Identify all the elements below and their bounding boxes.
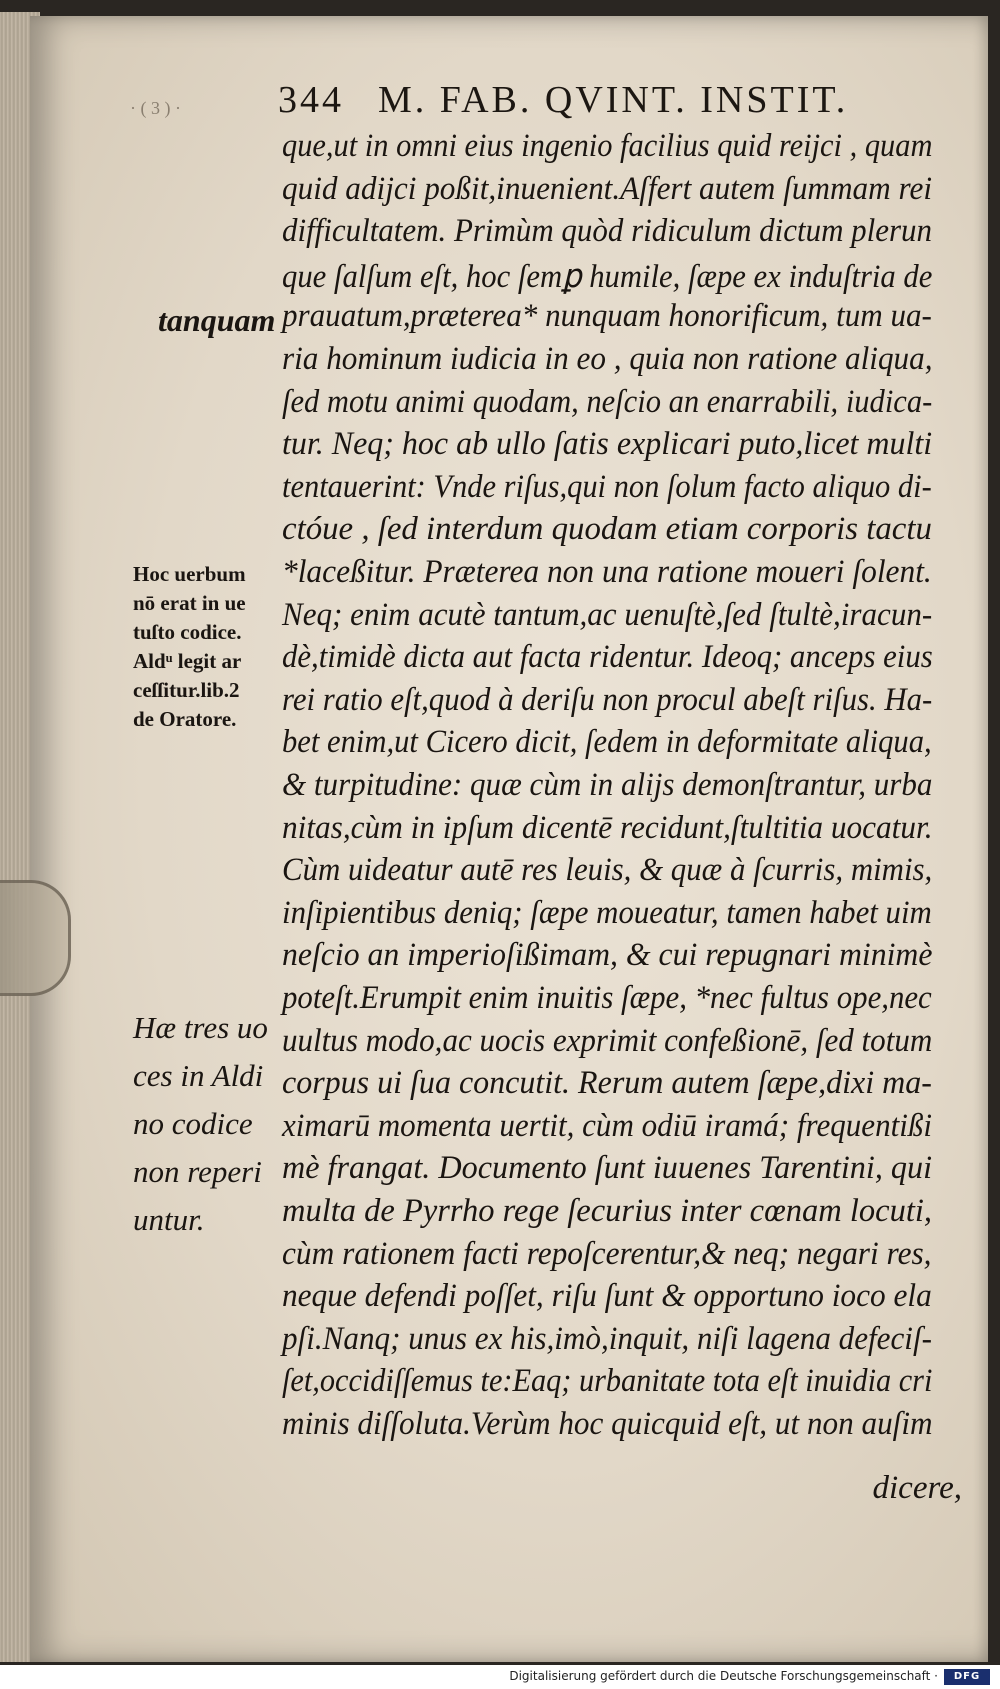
text-line: cùm rationem facti repoſcerentur,& neq; negari res, (282, 1235, 932, 1272)
text-line: nitas,cùm in ipſum dicentē recidunt,ſtultitia uocatur. (282, 809, 933, 846)
margin-note-hae-tres (133, 1004, 268, 1244)
text-line: rei ratio eſt,quod à deriſu non procul abeſt riſus. Ha- (282, 681, 933, 718)
text-line: *laceßitur. Præterea non una ratione moueri ſolent. (282, 554, 932, 590)
margin-note-line: tuſto codice. (133, 620, 242, 644)
text-line: bet enim,ut Cicero dicit, ſedem in deformitate aliqua, (282, 724, 932, 761)
text-line: quid adijci poßit,inuenient.Aſfert autem ſummam rei (282, 170, 933, 207)
text-line: inſipientibus deniq; ſæpe moueatur, tamen habet uim (282, 894, 932, 931)
margin-note-line: non reperi (133, 1154, 262, 1189)
footer-credit: Digitalisierung gefördert durch die Deutsche Forschungsgemeinschaft · (509, 1669, 938, 1683)
text-line: ctóue , ſed interdum quodam etiam corporis tactu (282, 511, 932, 548)
margin-note-line: no codice (133, 1106, 253, 1141)
text-line: minis diſſoluta.Verùm hoc quicquid eſt, ut non auſim (282, 1406, 933, 1442)
text-line: Neq; enim acutè tantum,ac uenuſtè,ſed ſtultè,iracun- (282, 596, 933, 633)
margin-note-line: ces in Aldi (133, 1058, 264, 1093)
text-line: ſed motu animi quodam, neſcio an enarrabili, iudica- (282, 383, 933, 420)
running-title: M. FAB. QVINT. INSTIT. (378, 79, 849, 121)
text-line: Cùm uideatur autē res leuis, & quæ à ſcurris, mimis, (282, 852, 933, 889)
margin-note-hoc-uerbum (133, 560, 246, 734)
text-line: multa de Pyrrho rege ſecurius inter cœnam locuti, (282, 1193, 933, 1229)
text-line: difficultatem. Primùm quòd ridiculum dictum plerun (282, 213, 932, 250)
margin-word-tanquam: tanquam (158, 302, 276, 338)
text-line: mè frangat. Documento ſunt iuuenes Tarentini, qui (282, 1150, 933, 1187)
text-line: que,ut in omni eius ingenio facilius quid reijci , quam (282, 128, 933, 164)
margin-note-line: Aldᵘ legit ar (133, 649, 242, 673)
book-clasp (0, 880, 71, 996)
margin-note-line: untur. (133, 1202, 205, 1237)
dfg-logo: DFG (944, 1669, 990, 1685)
text-line: tur. Neq; hoc ab ullo ſatis explicari puto,licet multi (282, 426, 933, 463)
text-line: tentauerint: Vnde riſus,qui non ſolum facto aliquo di- (282, 468, 932, 505)
text-line: corpus ui ſua concutit. Rerum autem ſæpe,dixi ma- (282, 1065, 932, 1102)
margin-stamp: · ( 3 ) · (130, 98, 181, 118)
text-line: poteſt.Erumpit enim inuitis ſæpe, *nec fultus ope,nec (282, 980, 932, 1016)
text-line: uultus modo,ac uocis exprimit confeßionē, ſed totum (282, 1022, 933, 1059)
running-header (278, 78, 958, 122)
margin-note-line: Hæ tres uo (133, 1010, 268, 1045)
text-line: ria hominum iudicia in eo , quia non ratione aliqua, (282, 341, 933, 377)
text-line: prauatum,præterea* nunquam honorificum, tum ua- (282, 298, 932, 335)
footer-bar (0, 1665, 1000, 1689)
text-line: ſet,occidiſſemus te:Eaq; urbanitate tota eſt inuidia cri (282, 1363, 933, 1400)
text-line: que ſalſum eſt, hoc ſemꝑ humile, ſæpe ex induſtria de (282, 258, 933, 295)
margin-note-line: ceſſitur.lib.2 (133, 678, 240, 702)
text-line: neque defendi poſſet, riſu ſunt & opportuno ioco ela (282, 1278, 932, 1315)
page-number: 344 (278, 79, 344, 121)
text-line: & turpitudine: quæ cùm in alijs demonſtrantur, urba (282, 767, 933, 803)
margin-note-line: nō erat in ue (133, 591, 246, 615)
text-line: neſcio an imperioſißimam, & cui repugnari minimè (282, 937, 933, 974)
text-line: ximarū momenta uertit, cùm odiū iramá; frequentißi (282, 1107, 933, 1144)
margin-note-line: de Oratore. (133, 707, 237, 731)
text-line: dè,timidè dicta aut facta ridentur. Ideoq; anceps eius (282, 639, 933, 676)
margin-note-line: Hoc uerbum (133, 562, 246, 586)
text-line: pſi.Nanq; unus ex his,imò,inquit, niſi lagena defeciſ- (282, 1320, 932, 1357)
catchword: dicere, (872, 1470, 962, 1506)
